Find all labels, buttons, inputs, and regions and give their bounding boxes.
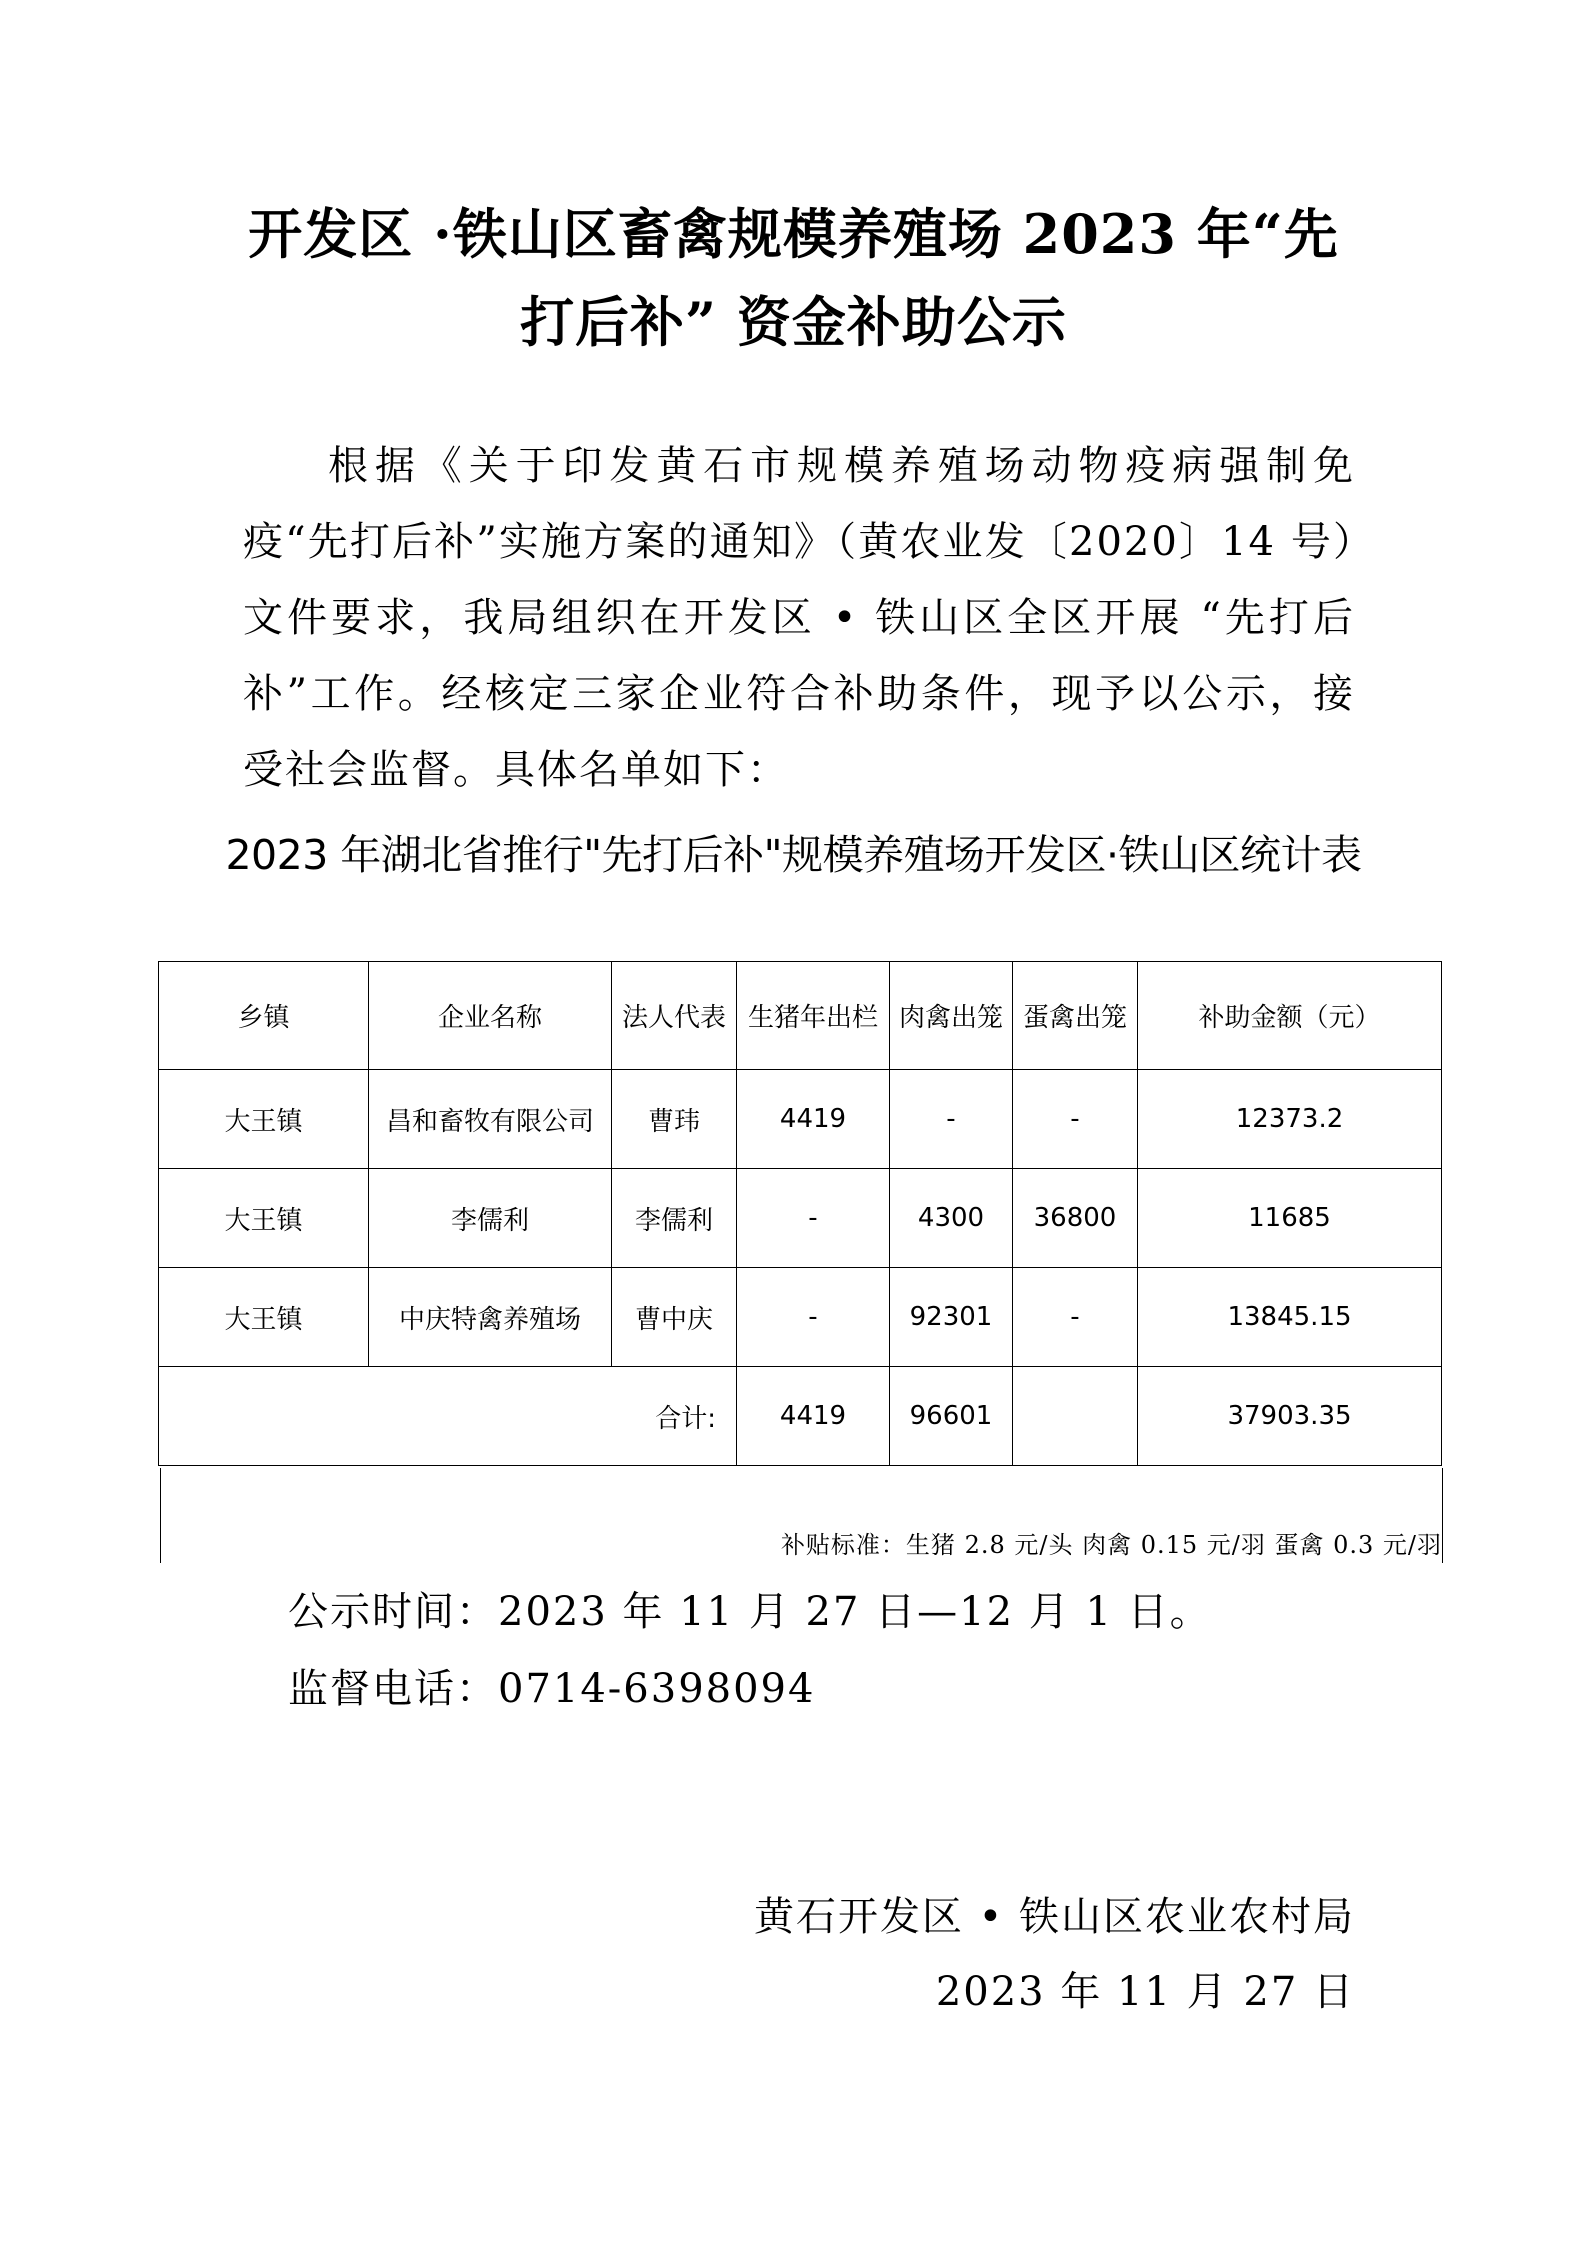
table-cell: 4419 [737, 1070, 890, 1169]
table-cell: 昌和畜牧有限公司 [369, 1070, 612, 1169]
table-cell: - [1013, 1070, 1138, 1169]
body-paragraph: 根据《关于印发黄石市规模养殖场动物疫病强制免疫“先打后补”实施方案的通知》（黄农业发〔2020〕14 号）文件要求，我局组织在开发区 • 铁山区全区开展 “先打后补”工作。经核定三家企业符合补助条件，现予以公示，接受社会监督。具体名单如下： [243, 443, 1355, 793]
table-cell: 大王镇 [159, 1268, 369, 1367]
table-cell: 36800 [1013, 1169, 1138, 1268]
table-title: 2023 年湖北省推行"先打后补"规模养殖场开发区·铁山区统计表 [225, 831, 1362, 879]
table-cell: - [890, 1070, 1013, 1169]
total-egg-poultry [1013, 1367, 1138, 1466]
subsidy-standard: 补贴标准：生猪 2.8 元/头 肉禽 0.15 元/羽 蛋禽 0.3 元/羽 [780, 1531, 1442, 1559]
title-line-2: 打后补” 资金补助公示 [520, 290, 1067, 354]
table-cell: 4300 [890, 1169, 1013, 1268]
header-cell: 乡镇 [159, 962, 369, 1070]
table-cell: - [737, 1268, 890, 1367]
notice-time: 公示时间：2023 年 11 月 27 日—12 月 1 日。 [288, 1589, 1212, 1635]
header-cell: 企业名称 [369, 962, 612, 1070]
signature-organization: 黄石开发区 • 铁山区农业农村局 [753, 1894, 1355, 1940]
table-cell: - [737, 1169, 890, 1268]
header-cell: 肉禽出笼 [890, 962, 1013, 1070]
table-cell: 13845.15 [1138, 1268, 1442, 1367]
table-cell: 11685 [1138, 1169, 1442, 1268]
table-total-row [159, 1367, 1442, 1466]
header-cell: 蛋禽出笼 [1013, 962, 1138, 1070]
statistics-table [158, 961, 1442, 1466]
table-cell: 92301 [890, 1268, 1013, 1367]
table-cell: 12373.2 [1138, 1070, 1442, 1169]
document-title [200, 190, 1387, 366]
table-cell: 曹中庆 [612, 1268, 737, 1367]
header-cell: 补助金额（元） [1138, 962, 1442, 1070]
table-cell: - [1013, 1268, 1138, 1367]
supervision-phone: 监督电话：0714-6398094 [288, 1666, 816, 1712]
subsidy-standard-row [160, 1468, 1443, 1563]
signature-date: 2023 年 11 月 27 日 [935, 1969, 1355, 2015]
total-meat-poultry: 96601 [890, 1367, 1013, 1466]
total-amount: 37903.35 [1138, 1367, 1442, 1466]
table-cell: 大王镇 [159, 1169, 369, 1268]
header-cell: 法人代表 [612, 962, 737, 1070]
title-line-1: 开发区 ·铁山区畜禽规模养殖场 2023 年“先 [248, 202, 1339, 266]
table-cell: 曹玮 [612, 1070, 737, 1169]
table-cell: 中庆特禽养殖场 [369, 1268, 612, 1367]
table-header-row [159, 962, 1442, 1070]
table-cell: 李儒利 [369, 1169, 612, 1268]
table-cell: 大王镇 [159, 1070, 369, 1169]
total-pigs: 4419 [737, 1367, 890, 1466]
header-cell: 生猪年出栏 [737, 962, 890, 1070]
table-row [159, 1169, 1442, 1268]
total-label: 合计: [159, 1367, 737, 1466]
table-cell: 李儒利 [612, 1169, 737, 1268]
table-row [159, 1268, 1442, 1367]
table-row [159, 1070, 1442, 1169]
